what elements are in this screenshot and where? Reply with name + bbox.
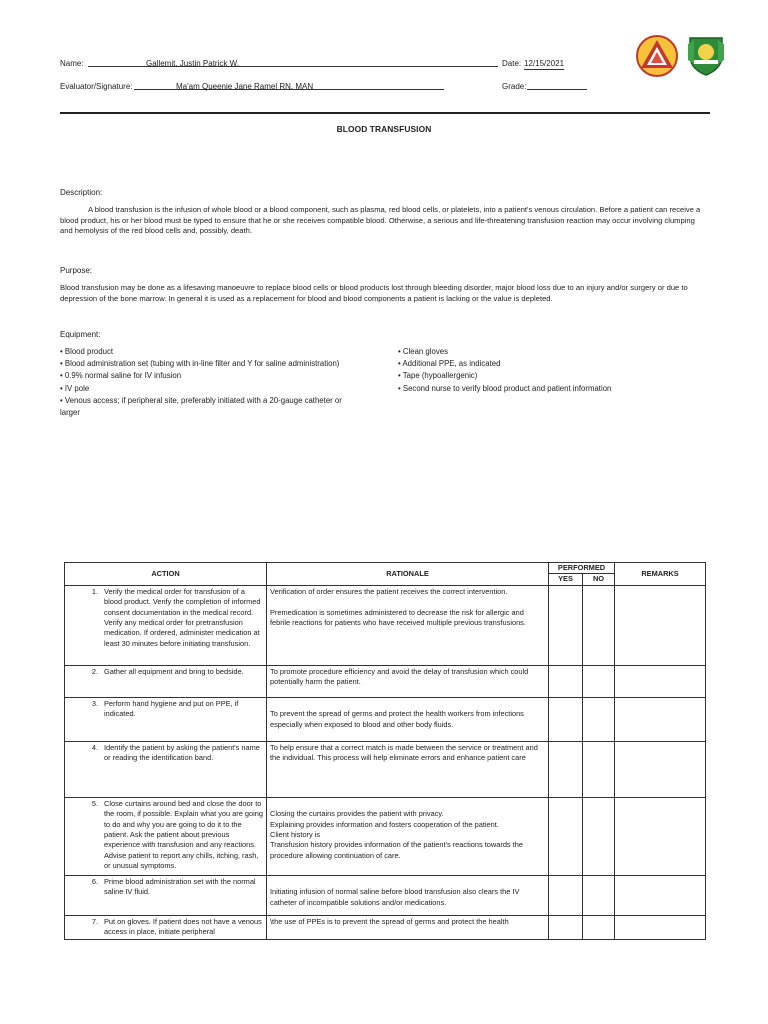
equipment-item: • Blood administration set (tubing with in-line filter and Y for saline administration) xyxy=(60,359,340,369)
rationale-line xyxy=(270,877,545,887)
header-no: NO xyxy=(583,574,615,585)
header-action: ACTION xyxy=(65,563,267,586)
equipment-item: • Tape (hypoallergenic) xyxy=(398,371,478,381)
equipment-item: • Clean gloves xyxy=(398,347,448,356)
header-remarks: REMARKS xyxy=(615,563,706,586)
equipment-item: • Blood product xyxy=(60,347,114,356)
remarks-cell[interactable] xyxy=(615,797,706,875)
evaluator-value[interactable]: Ma'am Queenie Jane Ramel RN, MAN xyxy=(176,82,314,91)
table-row xyxy=(65,797,706,875)
rationale-line: To prevent the spread of germs and protect the health workers from infections especially when exposed to blood and other body fluids. xyxy=(270,709,524,729)
yes-checkbox-cell[interactable] xyxy=(549,665,583,697)
date-value[interactable]: 12/15/2021 xyxy=(524,59,565,68)
step-number: 4. xyxy=(91,742,98,752)
no-checkbox-cell[interactable] xyxy=(583,875,615,915)
rationale-line: Client history is xyxy=(270,830,321,840)
step-number: 3. xyxy=(91,698,98,708)
yes-checkbox-cell[interactable] xyxy=(549,697,583,741)
action-cell xyxy=(65,915,267,939)
header-yes: YES xyxy=(549,574,583,585)
no-checkbox-cell[interactable] xyxy=(583,741,615,797)
header-performed: PERFORMED xyxy=(549,563,615,574)
purpose-text: Blood transfusion may be done as a lifesaving manoeuvre to replace blood cells or blood products lost through bleeding disorder, major blood loss due to an injury and/or surgery or due to depression of the bone marrow. In general it is used as a replacement for blood and blood components a patient is lacking or the value is depleted. xyxy=(60,283,688,303)
equipment-list-left xyxy=(60,346,350,419)
grade-label: Grade: xyxy=(502,82,527,91)
grade-field[interactable] xyxy=(527,89,587,90)
rationale-line: Premedication is sometimes administered to decrease the risk for allergic and febrile reactions for patients who have received multiple previous transfusions. xyxy=(270,607,526,628)
rationale-cell xyxy=(267,665,549,697)
yes-checkbox-cell[interactable] xyxy=(549,915,583,939)
action-cell xyxy=(65,797,267,875)
school-logo-left xyxy=(635,34,679,78)
shield-seal-icon xyxy=(686,34,726,76)
document-title: BLOOD TRANSFUSION xyxy=(336,124,432,134)
name-label: Name: xyxy=(60,59,84,68)
action-cell xyxy=(65,665,267,697)
equipment-heading: Equipment: xyxy=(60,330,101,339)
step-action-text: Verify the medical order for transfusion of a blood product. Verify the completion of informed consent documentation in the medical record. Verify any medical order for pretransfusion medication. If ordered, administer medication at least 30 minutes before initiating transfusion. xyxy=(104,586,261,648)
action-cell xyxy=(65,585,267,665)
table-row xyxy=(65,915,706,939)
step-number: 7. xyxy=(91,916,98,926)
equipment-item: • Second nurse to verify blood product and patient information xyxy=(398,383,612,393)
purpose-heading: Purpose: xyxy=(60,266,93,275)
step-number: 1. xyxy=(91,586,98,596)
no-checkbox-cell[interactable] xyxy=(583,915,615,939)
rationale-cell xyxy=(267,875,549,915)
table-row xyxy=(65,585,706,665)
rationale-line: \the use of PPEs is to prevent the spread of germs and protect the health xyxy=(270,916,509,926)
step-action-text: Prime blood administration set with the normal saline IV fluid. xyxy=(104,876,256,897)
description-heading: Description: xyxy=(60,188,103,197)
rationale-line: To help ensure that a correct match is made between the service or treatment and the individual. This process will help eliminate errors and enhance patient care xyxy=(270,742,538,763)
remarks-cell[interactable] xyxy=(615,915,706,939)
equipment-item: • Venous access; if peripheral site, preferably initiated with a 20-gauge catheter or larger xyxy=(60,395,342,418)
step-number: 2. xyxy=(91,666,98,676)
step-action-text: Close curtains around bed and close the door to the room, if possible. Explain what you are going to do and why you are going to do it to the patient. Ask the patient about previous experience with transfusion and any reactions. Advise patient to report any chills, itching, rash, or unusual symptoms. xyxy=(104,798,263,871)
yes-checkbox-cell[interactable] xyxy=(549,741,583,797)
date-label: Date: xyxy=(502,59,522,68)
remarks-cell[interactable] xyxy=(615,741,706,797)
no-checkbox-cell[interactable] xyxy=(583,585,615,665)
action-cell xyxy=(65,875,267,915)
rationale-line xyxy=(270,699,545,709)
rationale-line: Verification of order ensures the patient receives the correct intervention. xyxy=(270,586,508,596)
action-cell xyxy=(65,697,267,741)
action-cell xyxy=(65,741,267,797)
rationale-line xyxy=(270,597,545,607)
yes-checkbox-cell[interactable] xyxy=(549,797,583,875)
remarks-cell[interactable] xyxy=(615,875,706,915)
step-action-text: Identify the patient by asking the patient's name or reading the identification band. xyxy=(104,742,260,763)
yes-checkbox-cell[interactable] xyxy=(549,875,583,915)
step-action-text: Perform hand hygiene and put on PPE, if indicated. xyxy=(104,698,239,719)
equipment-item: • Additional PPE, as indicated xyxy=(398,359,501,369)
school-logo-right xyxy=(686,34,726,76)
no-checkbox-cell[interactable] xyxy=(583,797,615,875)
no-checkbox-cell[interactable] xyxy=(583,697,615,741)
table-row xyxy=(65,697,706,741)
rationale-line: Closing the curtains provides the patient with privacy. xyxy=(270,809,444,819)
procedure-checklist-table xyxy=(64,562,706,940)
description-text: A blood transfusion is the infusion of whole blood or a blood component, such as plasma, red blood cells, or platelets, into a patient's venous circulation. Before a patient can receive a blood product, his or her blood must be typed to ensure that he or she receives compatible blood. Otherwise, a serious and life-threatening transfusion reaction may occur involving clumping and hemolysis of the red blood cells and, possibly, death. xyxy=(60,205,701,236)
rationale-line: To promote procedure efficiency and avoid the delay of transfusion which could potentially harm the patient. xyxy=(270,666,529,687)
header-divider xyxy=(60,112,710,114)
no-checkbox-cell[interactable] xyxy=(583,665,615,697)
table-row xyxy=(65,665,706,697)
equipment-item: • IV pole xyxy=(60,383,90,393)
rationale-line: Transfusion history provides information of the patient's reactions towards the procedure allowing continuation of care. xyxy=(270,840,523,860)
step-action-text: Put on gloves. If patient does not have a venous access in place, initiate peripheral xyxy=(104,916,262,937)
name-value[interactable]: Gallemit, Justin Patrick W. xyxy=(146,59,239,68)
evaluator-label: Evaluator/Signature: xyxy=(60,82,133,91)
table-row xyxy=(65,741,706,797)
rationale-line xyxy=(270,799,545,809)
header-rationale: RATIONALE xyxy=(267,563,549,586)
rationale-cell xyxy=(267,915,549,939)
equipment-item: • 0.9% normal saline for IV infusion xyxy=(60,371,182,381)
rationale-cell xyxy=(267,797,549,875)
step-number: 5. xyxy=(91,798,98,808)
rationale-cell xyxy=(267,585,549,665)
rationale-cell xyxy=(267,697,549,741)
step-number: 6. xyxy=(91,876,98,886)
triangle-seal-icon xyxy=(635,34,679,78)
rationale-cell xyxy=(267,741,549,797)
remarks-cell[interactable] xyxy=(615,665,706,697)
equipment-list-right xyxy=(398,346,688,395)
rationale-line: Explaining provides information and fosters cooperation of the patient. xyxy=(270,819,499,829)
yes-checkbox-cell[interactable] xyxy=(549,585,583,665)
remarks-cell[interactable] xyxy=(615,697,706,741)
remarks-cell[interactable] xyxy=(615,585,706,665)
rationale-line: Initiating infusion of normal saline before blood transfusion also clears the IV catheter of incompatible solutions and/or medications. xyxy=(270,887,520,907)
table-row xyxy=(65,875,706,915)
step-action-text: Gather all equipment and bring to bedside. xyxy=(104,666,244,676)
